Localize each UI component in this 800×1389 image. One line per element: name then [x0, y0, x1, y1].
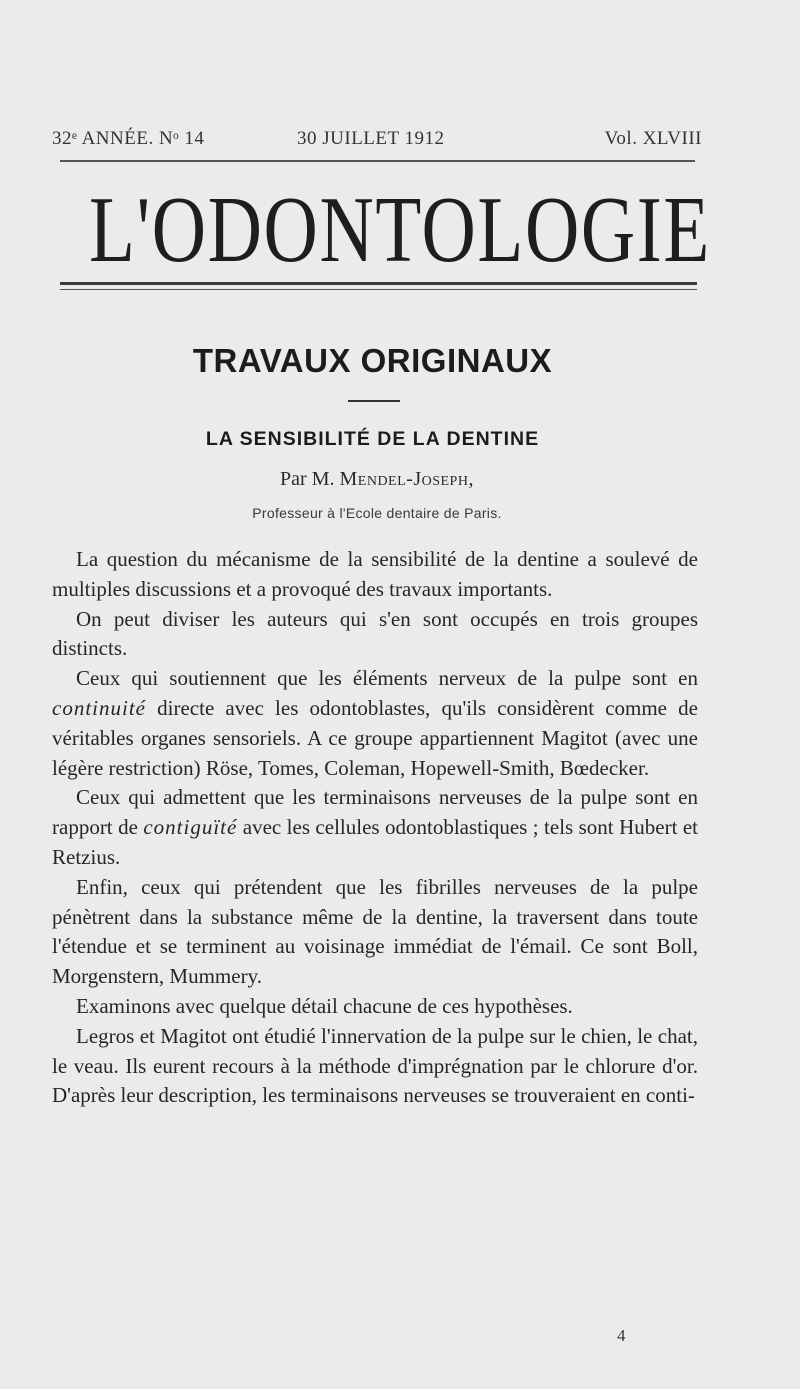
section-title: TRAVAUX ORIGINAUX — [192, 342, 553, 379]
body-paragraph — [52, 664, 698, 783]
body-paragraph — [52, 992, 698, 1022]
paragraph-text: Legros et Magitot ont étudié l'innervation de la pulpe sur le chien, le chat, le veau. Ils eurent recours à la méthode d'imprégnation par le chlorure d'or. D'après leur description, les terminaisons nerveuses se trouveraient en conti- — [52, 1023, 698, 1108]
header-rule — [60, 160, 695, 162]
paragraph-text: On peut diviser les auteurs qui s'en sont occupés en trois groupes distincts. — [52, 606, 698, 661]
byline-prefix: Par M. — [280, 468, 335, 490]
author-affiliation: Professeur à l'Ecole dentaire de Paris. — [252, 505, 502, 521]
page-number: 4 — [617, 1326, 626, 1345]
section-divider — [348, 400, 400, 402]
paragraph-text: Ceux qui admettent que les terminaisons nerveuses de la pulpe sont en rapport de — [52, 785, 698, 840]
journal-title: L'ODONTOLOGIE — [89, 178, 711, 282]
paragraph-text: avec les cellules odontoblastiques ; tels sont Hubert et Retzius. — [52, 815, 698, 869]
body-paragraph — [52, 783, 698, 872]
paragraph-text: directe avec les odontoblastes, qu'ils considèrent comme de véritables organes sensoriels. A ce groupe appartiennent Magitot (avec une légère restriction) Röse, Tomes, Coleman, Hopewell-Smith, Bœdecker. — [52, 695, 698, 780]
paragraph-text: Ceux qui soutiennent que les éléments nerveux de la pulpe sont en — [76, 666, 698, 691]
article-title: LA SENSIBILITÉ DE LA DENTINE — [205, 428, 540, 450]
title-rule-thin — [60, 289, 697, 290]
issue-date: 30 JUILLET 1912 — [297, 128, 445, 149]
article-body — [52, 545, 698, 1111]
emphasis-text: contiguïté — [143, 815, 238, 840]
emphasis-text: continuité — [52, 695, 146, 720]
body-paragraph — [52, 605, 698, 665]
body-paragraph — [52, 873, 698, 992]
paragraph-text: Enfin, ceux qui prétendent que les fibrilles nerveuses de la pulpe pénètrent dans la substance même de la dentine, la traversent dans toute l'étendue et se terminent au voisinage immédiat de l'émail. Ce sont Boll, Morgenstern, Mummery. — [52, 874, 698, 989]
body-paragraph — [52, 545, 698, 605]
body-paragraph — [52, 1022, 698, 1111]
byline — [0, 468, 754, 491]
volume-number: Vol. XLVIII — [604, 128, 702, 149]
issue-number: 32ᵉ ANNÉE. Nᵒ 14 — [52, 128, 205, 149]
author-name: Mendel-Joseph, — [339, 468, 474, 490]
paragraph-text: La question du mécanisme de la sensibilité de la dentine a soulevé de multiples discussions et a provoqué des travaux importants. — [52, 547, 698, 601]
paragraph-text: Examinons avec quelque détail chacune de ces hypothèses. — [76, 993, 573, 1018]
title-rule-thick — [60, 282, 697, 285]
